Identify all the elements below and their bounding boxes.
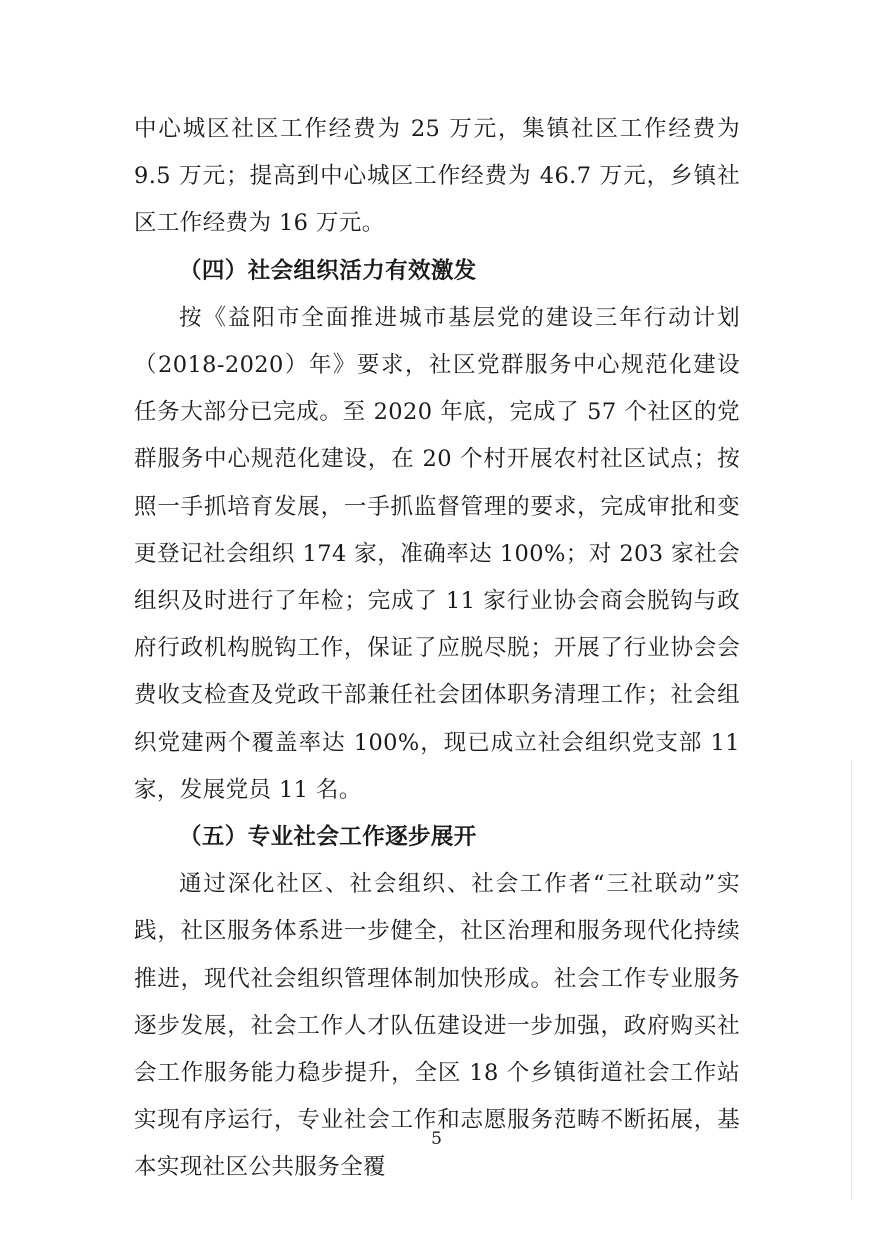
paragraph-social-organizations: 按《益阳市全面推进城市基层党的建设三年行动计划（2018-2020）年》要求，社区党群服务中心规范化建设任务大部分已完成。至 2020 年底，完成了 57 个社区的党群服务中心规范化建设，在 20 个村开展农村社区试点；按照一手抓培育发展，一手抓监督管理的要求，完成审批和变更登记社会组织 174 家，准确率达 100%；对 203 家社会组织及时进行了年检；完成了 11 家行业协会商会脱钩与政府行政机构脱钩工作，保证了应脱尽脱；开展了行业协会会费收支检查及党政干部兼任社会团体职务清理工作；社会组织党建两个覆盖率达 100%，现已成立社会组织党支部 11 家，发展党员 11 名。 xyxy=(134,304,740,803)
page-body xyxy=(134,106,740,1192)
paragraph-social-work: 通过深化社区、社会组织、社会工作者“三社联动”实践，社区服务体系进一步健全，社区治理和服务现代化持续推进，现代社会组织管理体制加快形成。社会工作专业服务逐步发展，社会工作人才队伍建设进一步加强，政府购买社会工作服务能力稳步提升，全区 18 个乡镇街道社会工作站实现有序运行，专业社会工作和志愿服务范畴不断拓展，基本实现社区公共服务全覆 xyxy=(134,871,740,1181)
paragraph-funding: 中心城区社区工作经费为 25 万元，集镇社区工作经费为 9.5 万元；提高到中心城区工作经费为 46.7 万元，乡镇社区工作经费为 16 万元。 xyxy=(134,116,740,237)
scan-edge-line xyxy=(851,760,852,1200)
section-heading-4: （四）社会组织活力有效激发 xyxy=(179,257,477,284)
section-heading-5: （五）专业社会工作逐步展开 xyxy=(179,824,477,851)
page-number: 5 xyxy=(431,1129,442,1149)
